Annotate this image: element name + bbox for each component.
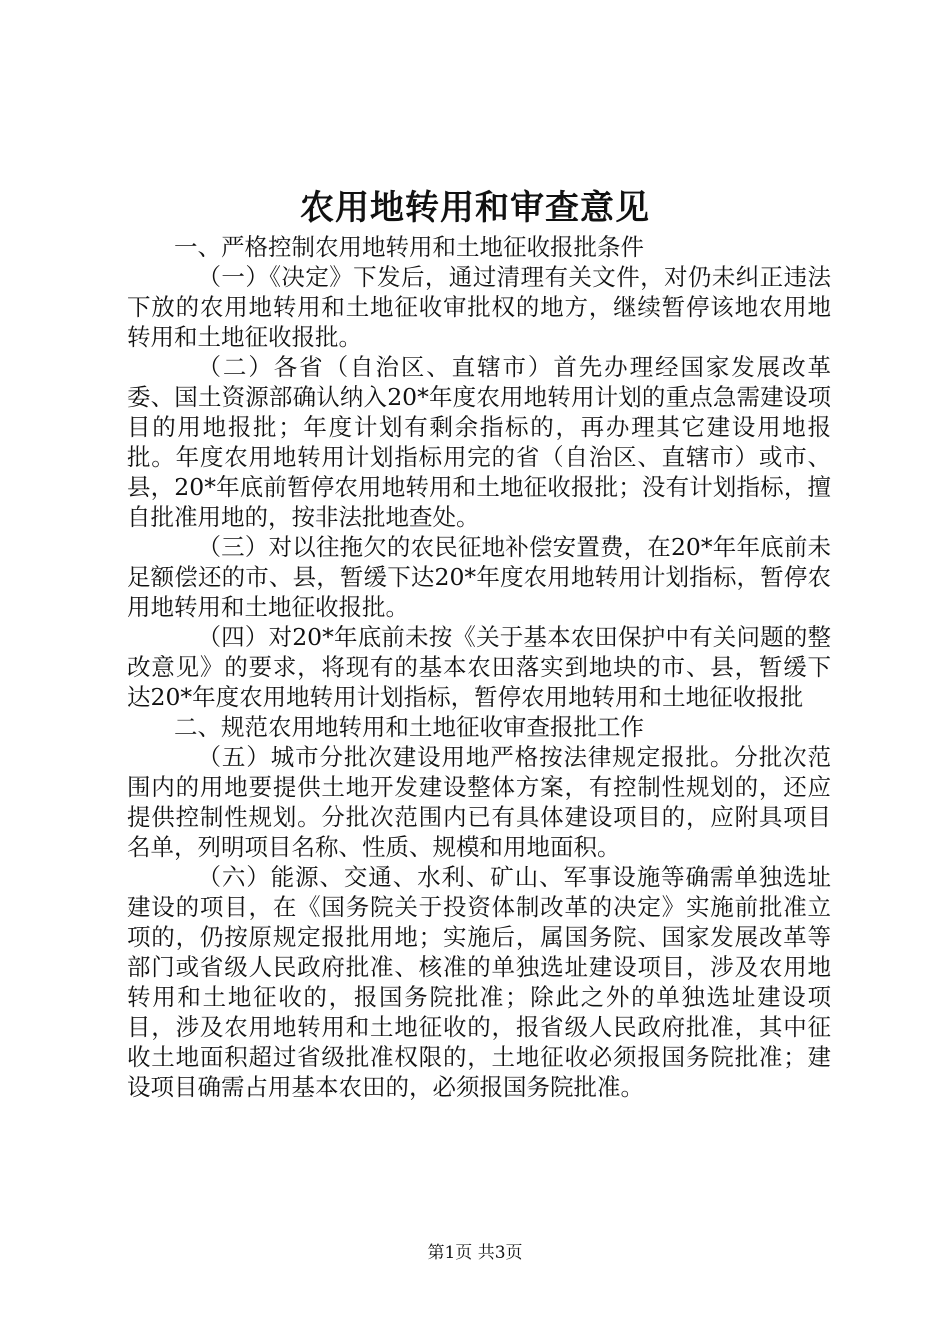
section-heading-2: 二、规范农用地转用和土地征收审查报批工作 [174, 713, 644, 741]
document-body [127, 232, 831, 1102]
page-number-footer: 第1页 共3页 [427, 1243, 523, 1263]
paragraph-1: （一）《决定》下发后，通过清理有关文件，对仍未纠正违法下放的农用地转用和土地征收审批权的地方，继续暂停该地农用地转用和土地征收报批。 [127, 263, 831, 351]
document-title: 农用地转用和审查意见 [300, 188, 650, 228]
section-heading-1: 一、严格控制农用地转用和土地征收报批条件 [174, 233, 644, 261]
paragraph-4: （四）对20*年底前未按《关于基本农田保护中有关问题的整改意见》的要求，将现有的基本农田落实到地块的市、县，暂缓下达20*年度农用地转用计划指标，暂停农用地转用和土地征收报批 [127, 623, 831, 711]
paragraph-5: （五）城市分批次建设用地严格按法律规定报批。分批次范围内的用地要提供土地开发建设整体方案，有控制性规划的，还应提供控制性规划。分批次范围内已有具体建设项目的，应附具项目名单，列明项目名称、性质、规模和用地面积。 [127, 743, 831, 861]
paragraph-6: （六）能源、交通、水利、矿山、军事设施等确需单独选址建设的项目，在《国务院关于投资体制改革的决定》实施前批准立项的，仍按原规定报批用地；实施后，属国务院、国家发展改革等部门或省级人民政府批准、核准的单独选址建设项目，涉及农用地转用和土地征收的，报国务院批准；除此之外的单独选址建设项目，涉及农用地转用和土地征收的，报省级人民政府批准，其中征收土地面积超过省级批准权限的，土地征收必须报国务院批准；建设项目确需占用基本农田的，必须报国务院批准。 [127, 863, 831, 1101]
paragraph-2: （二）各省（自治区、直辖市）首先办理经国家发展改革委、国土资源部确认纳入20*年度农用地转用计划的重点急需建设项目的用地报批；年度计划有剩余指标的，再办理其它建设用地报批。年度农用地转用计划指标用完的省（自治区、直辖市）或市、县，20*年底前暂停农用地转用和土地征收报批；没有计划指标，擅自批准用地的，按非法批地查处。 [127, 353, 831, 531]
paragraph-3: （三）对以往拖欠的农民征地补偿安置费，在20*年年底前未足额偿还的市、县，暂缓下达20*年度农用地转用计划指标，暂停农用地转用和土地征收报批。 [127, 533, 831, 621]
